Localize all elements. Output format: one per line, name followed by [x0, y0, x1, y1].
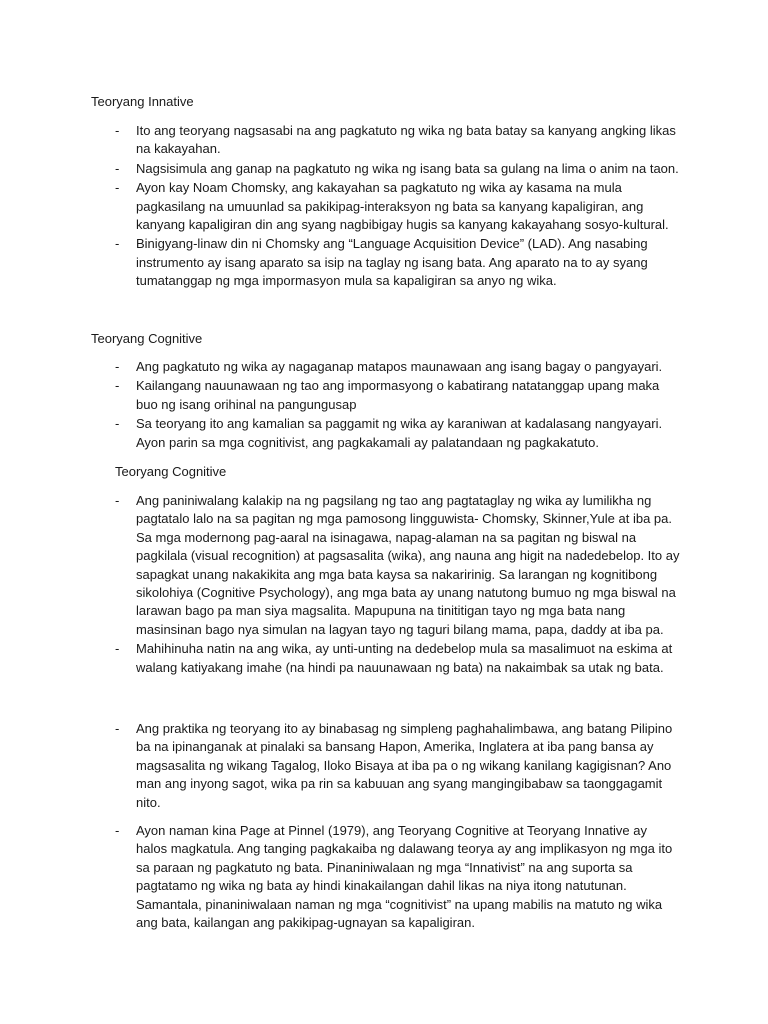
section-heading-cognitive: Teoryang Cognitive	[91, 331, 203, 346]
list-item: - Ayon naman kina Page at Pinnel (1979), ang Teoryang Cognitive at Teoryang Innative ay halos magkatula. Ang tanging pagkakaiba ng dalawang teorya ay ang implikasyon ng mga ito sa paraan ng pagkatuto ng bata. Pinaniniwalaan ng mga “Innativist” na ang suporta sa pagtatamo ng wika ng bata ay hindi kinakailangan dahil likas na niya itong natutunan. Samantala, pinaniniwalaan naman ng mga “cognitivist” na upang mabilis na matuto ng wika ang bata, kailangan ang pakikipag-ugnayan sa kapaligiran.	[115, 822, 681, 932]
list-item: - Binigyang-linaw din ni Chomsky ang “Language Acquisition Device” (LAD). Ang nasabing instrumento ay isang aparato sa isip na taglay ng isang bata. Ang aparato na to ay syang tumatanggap ng mga impormasyon mula sa kapaligiran sa anyo ng wika.	[115, 235, 681, 290]
list-item: - Ang paniniwalang kalakip na ng pagsilang ng tao ang pagtataglay ng wika ay lumilikha ng pagtatalo lalo na sa pagitan ng mga pamosong lingguwista- Chomsky, Skinner,Yule at iba pa. Sa mga modernong pag-aaral na isinagawa, napag-alaman na sa pagitan ng biswal na pagkilala (visual recognition) at pagsasalita (wika), ang nauna ang higit na nadedebelop. Ito ay sapagkat unang nakakikita ang mga bata kaysa sa nakaririnig. Sa larangan ng kognitibong sikolohiya (Cognitive Psychology), ang mga bata ay unang natutong bumuo ng mga biswal na larawan bago pa man siya magsalita. Mapupuna na tinititigan tayo ng mga bata nang masinsinan bago nya simulan na lagyan tayo ng taguri bilang mama, papa, daddy at iba pa.	[115, 492, 681, 639]
section-heading-innative: Teoryang Innative	[91, 94, 194, 109]
list-item: - Nagsisimula ang ganap na pagkatuto ng wika ng isang bata sa gulang na lima o anim na taon.	[115, 160, 681, 178]
bullet-list-cognitive-3	[115, 720, 681, 933]
bullet-list-cognitive-2	[115, 492, 681, 678]
list-item: - Sa teoryang ito ang kamalian sa paggamit ng wika ay karaniwan at kadalasang nangyayari. Ayon parin sa mga cognitivist, ang pagkakamali ay palatandaan ng pagkakatuto.	[115, 415, 681, 452]
bullet-list-innative	[115, 122, 681, 292]
list-item: - Ang praktika ng teoryang ito ay binabasag ng simpleng paghahalimbawa, ang batang Pilipino ba na ipinanganak at pinalaki sa bansang Hapon, Amerika, Inglatera at iba pang bansa ay magsasalita ng wikang Tagalog, Iloko Bisaya at iba pa o ng wikang kanilang kagigisnan? Ano man ang inyong sagot, wika pa rin sa kabuuan ang syang mangingibabaw sa taonggagamit nito.	[115, 720, 681, 812]
list-item: - Ang pagkatuto ng wika ay nagaganap matapos maunawaan ang isang bagay o pangyayari.	[115, 358, 681, 376]
list-item: - Ito ang teoryang nagsasabi na ang pagkatuto ng wika ng bata batay sa kanyang angking likas na kakayahan.	[115, 122, 681, 159]
list-item: - Ayon kay Noam Chomsky, ang kakayahan sa pagkatuto ng wika ay kasama na mula pagkasilang na umuunlad sa pakikipag-interaksyon ng bata sa kanyang kapaligiran, ang kanyang kapaligiran din ang syang nagbibigay hugis sa kanyang kakayahang sosyo-kultural.	[115, 179, 681, 234]
section-heading-cognitive-2: Teoryang Cognitive	[115, 464, 227, 479]
bullet-list-cognitive	[115, 358, 681, 453]
list-item: - Kailangang nauunawaan ng tao ang impormasyong o kabatirang natatanggap upang maka buo ng isang orihinal na pangungusap	[115, 377, 681, 414]
list-item: - Mahihinuha natin na ang wika, ay unti-unting na dedebelop mula sa masalimuot na eskima at walang katiyakang imahe (na hindi pa nauunawaan ng bata) na nakaimbak sa utak ng bata.	[115, 640, 681, 677]
